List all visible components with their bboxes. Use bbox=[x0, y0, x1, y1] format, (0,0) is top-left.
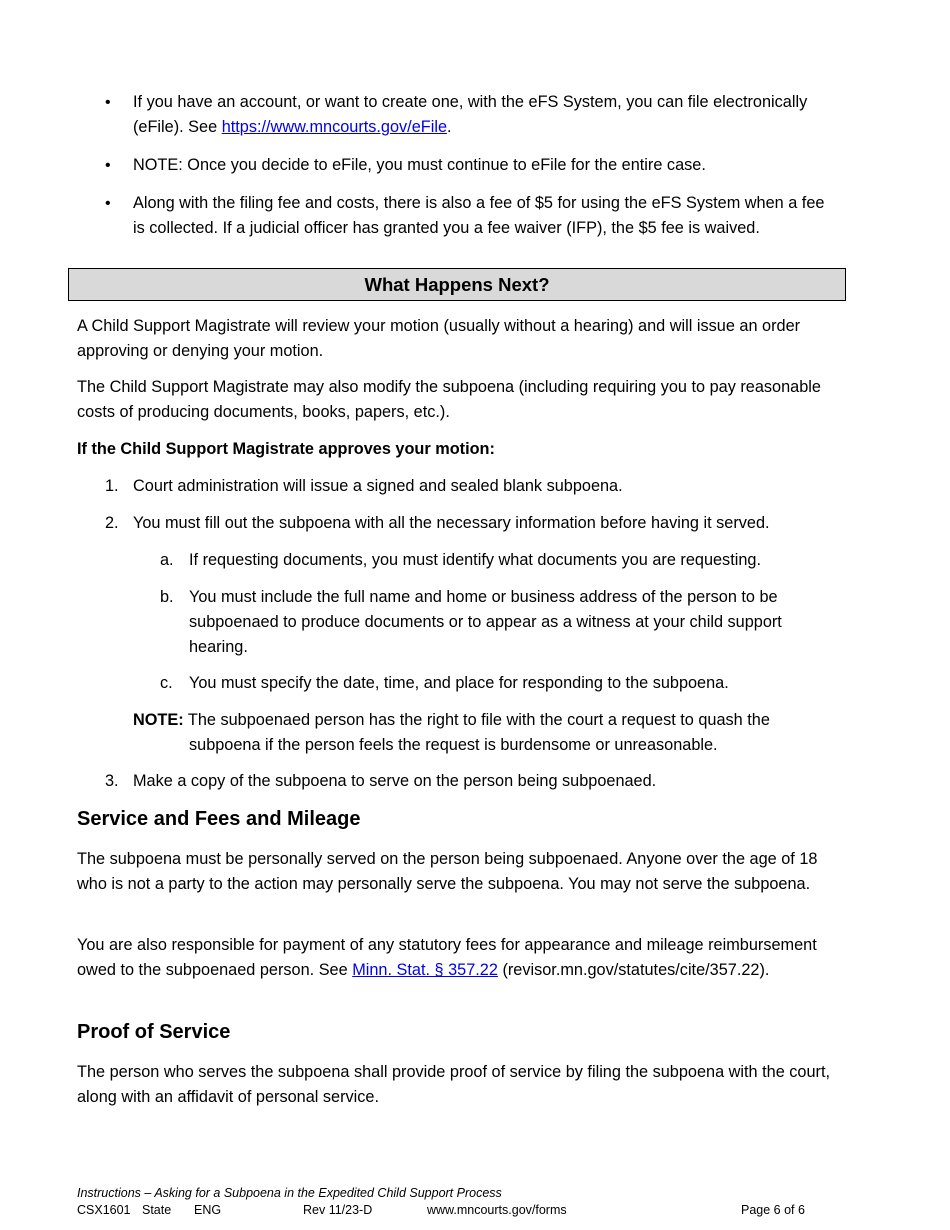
list-item: • NOTE: Once you decide to eFile, you must continue to eFile for the entire case. bbox=[105, 153, 835, 178]
form-language: ENG bbox=[194, 1203, 222, 1217]
bullet-icon: • bbox=[105, 195, 111, 212]
footer-website: www.mncourts.gov/forms bbox=[427, 1203, 567, 1217]
paragraph: A Child Support Magistrate will review your motion (usually without a hearing) and will issue an order approving or denying your motion. bbox=[77, 317, 801, 360]
page-number: Page 6 of 6 bbox=[741, 1203, 805, 1217]
form-state: State bbox=[142, 1203, 172, 1217]
bullet-icon: • bbox=[105, 94, 111, 111]
statute-link[interactable]: Minn. Stat. § 357.22 bbox=[352, 961, 498, 979]
list-item: • If you have an account, or want to create one, with the eFS System, you can file electronically (eFile). See https://www.mncourts.gov/eFile. bbox=[105, 90, 835, 140]
paragraph: You are also responsible for payment of any statutory fees for appearance and mileage reimbursement owed to the subpoenaed person. See Minn. Stat. § 357.22 (revisor.mn.gov/statutes/cite/357.22). bbox=[77, 936, 817, 979]
form-revision: Rev 11/23-D bbox=[303, 1203, 373, 1217]
paragraph: The subpoena must be personally served on the person being subpoenaed. Anyone over the age of 18 who is not a party to the action may personally serve the subpoena. You may not serve the subpoena. bbox=[77, 850, 818, 893]
list-item: • Along with the filing fee and costs, there is also a fee of $5 for using the eFS System when a fee is collected. If a judicial officer has granted you a fee waiver (IFP), the $5 fee is waived. bbox=[105, 191, 835, 241]
note-block: NOTE: The subpoenaed person has the right to file with the court a request to quash the subpoena if the person feels the request is burdensome or unreasonable. bbox=[133, 711, 770, 754]
list-item: 1. Court administration will issue a signed and sealed blank subpoena. bbox=[105, 477, 623, 495]
approves-heading: If the Child Support Magistrate approves your motion: bbox=[77, 440, 495, 458]
section-heading: Proof of Service bbox=[77, 1021, 231, 1043]
list-item: a. If requesting documents, you must identify what documents you are requesting. bbox=[160, 551, 761, 569]
list-item: b. You must include the full name and home or business address of the person to be subpoenaed to produce documents or to appear as a witness at your child support hearing. bbox=[160, 588, 782, 656]
efile-link[interactable]: https://www.mncourts.gov/eFile bbox=[221, 118, 447, 136]
bullet-icon: • bbox=[105, 157, 111, 174]
footer-title: Instructions – Asking for a Subpoena in the Expedited Child Support Process bbox=[77, 1186, 502, 1200]
list-item: 2. You must fill out the subpoena with all the necessary information before having it served. bbox=[105, 514, 770, 532]
page-footer bbox=[77, 1185, 837, 1219]
efile-bullet-list bbox=[105, 90, 835, 254]
section-banner: What Happens Next? bbox=[68, 268, 846, 301]
list-item: 3. Make a copy of the subpoena to serve on the person being subpoenaed. bbox=[105, 772, 657, 790]
form-code: CSX1601 bbox=[77, 1203, 131, 1217]
list-item: c. You must specify the date, time, and place for responding to the subpoena. bbox=[160, 674, 729, 692]
note-label: NOTE: bbox=[133, 711, 184, 729]
paragraph: The Child Support Magistrate may also modify the subpoena (including requiring you to pay reasonable costs of producing documents, books, papers, etc.). bbox=[77, 378, 821, 421]
section-heading: Service and Fees and Mileage bbox=[77, 808, 361, 830]
paragraph: The person who serves the subpoena shall provide proof of service by filing the subpoena with the court, along with an affidavit of personal service. bbox=[77, 1063, 830, 1106]
